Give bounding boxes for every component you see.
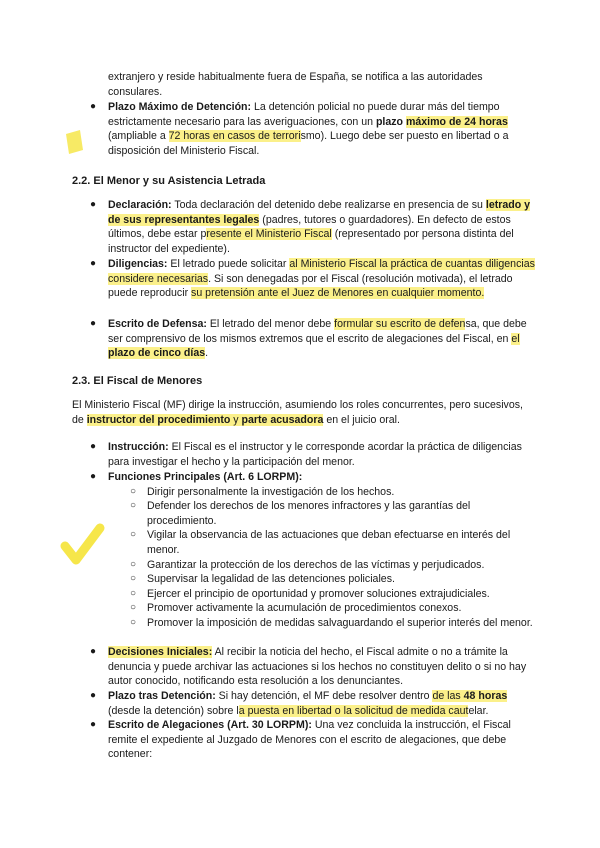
text: (ampliable a [108,130,169,143]
text: Toda declaración del detenido debe realizarse en presencia de su [171,199,486,211]
funcion-item: Garantizar la protección de los derechos de las víctimas y perjudicados. [147,558,485,571]
text: (padres, tutores o guardadores). En defecto de estos últimos, debe estar p [108,213,511,241]
text: (representado por persona distinta del instructor del expediente). [108,228,514,255]
bullet: ● [90,199,97,210]
highlight: máximo de 24 horas [405,115,508,128]
alegaciones-label: Escrito de Alegaciones (Art. 30 LORPM): [108,719,312,731]
sub-bullet: ○ [130,529,137,541]
highlight: al Ministerio Fiscal la práctica de cuantas diligencias considere necesarias [108,258,535,285]
instruccion-item [0,440,600,469]
text: (desde la detención) sobre l [108,704,239,717]
declaracion-label: Declaración: [108,199,172,211]
section-2-2-title: 2.2. El Menor y su Asistencia Letrada [72,175,266,187]
sub-bullet: ○ [130,558,137,570]
fiscal-intro-paragraph [72,398,534,427]
highlight: instructor del procedimiento [86,413,231,426]
text: Si hay detención, el MF debe resolver dentro [215,690,433,702]
funcion-item: Defender los derechos de los menores infractores y las garantías del procedimiento. [147,500,471,527]
decisiones-item [0,645,600,689]
text: La detención policial no puede durar más del tiempo estrictamente necesario para las averiguaciones, con un [108,101,500,128]
text-bold: plazo [375,115,406,128]
text: en el juicio oral. [323,413,400,426]
funcion-item: Promover la imposición de medidas salvaguardando el superior interés del menor. [147,616,533,629]
alegaciones-item [0,718,600,762]
highlight: su pretensión ante el Juez de Menores en cualquier momento. [191,287,485,300]
text: El Fiscal es el instructor y le corresponde acordar la práctica de diligencias para investigar el hecho y la participación del menor. [108,441,522,468]
text: smo). Luego debe ser puesto en libertad o a disposición del Ministerio Fiscal. [108,130,509,157]
highlight: parte acusadora [241,413,324,426]
sub-bullet: ○ [130,500,137,512]
highlight: a puesta en libertad o la solicitud de medida caut [238,704,469,717]
intro-continuation: extranjero y reside habitualmente fuera de España, se notifica a las autoridades consulares. [108,71,483,98]
diligencias-label: Diligencias: [108,258,168,270]
bullet: ● [90,646,97,657]
funcion-item: Supervisar la legalidad de las detenciones policiales. [147,573,395,586]
sub-bullet: ○ [130,573,137,585]
funcion-item: Promover activamente la acumulación de procedimientos conexos. [147,602,462,615]
bullet: ● [90,690,97,701]
text: El Ministerio Fiscal (MF) dirige la instrucción, asumiendo los roles concurrentes, pero sucesivos, de [72,399,523,426]
highlight: resente el Ministerio Fiscal [206,228,332,241]
sub-bullet: ○ [130,485,137,497]
plazo-tras-item [0,689,600,718]
bullet: ● [90,101,97,112]
plazo-tras-label: Plazo tras Detención: [108,690,216,702]
text: sa, que debe ser comprensivo de los mismos extremos que el escrito de alegaciones del Fiscal, en [108,318,527,345]
escrito-defensa-item [0,317,600,361]
sub-bullet: ○ [130,602,137,614]
highlight: letrado y de sus representantes legales [108,199,531,226]
sub-bullet: ○ [130,616,137,628]
instruccion-label: Instrucción: [108,441,169,453]
text: Una vez concluida la instrucción, el Fiscal remite el expediente al Juzgado de Menores con el escrito de alegaciones, que debe contener: [108,719,511,761]
plazo-maximo-label: Plazo Máximo de Detención: [108,101,252,113]
bullet: ● [90,441,97,452]
escrito-defensa-label: Escrito de Defensa: [108,318,207,330]
highlight: el [511,332,520,345]
text: elar. [468,704,489,717]
funcion-item: Vigilar la observancia de las actuaciones que deban efectuarse en interés del menor. [147,529,511,556]
text: El letrado puede solicitar [167,258,290,270]
text: El letrado del menor debe [206,318,335,330]
sub-bullet: ○ [130,587,137,599]
decisiones-label: Decisiones Iniciales: [108,646,213,658]
section-2-3-title: 2.3. El Fiscal de Menores [72,375,203,387]
bullet: ● [90,318,97,329]
text: Al recibir la noticia del hecho, el Fiscal admite o no a trámite la denuncia y puede archivar las actuaciones si los hechos no constituyen delito o si no hay autor conocido, notificando esta resolución a los denunciantes. [108,646,527,688]
highlight: formular su escrito de defen [334,318,466,330]
text: . [205,347,209,360]
funciones-label: Funciones Principales (Art. 6 LORPM): [108,471,303,483]
bullet: ● [90,719,97,730]
funcion-item: Dirigir personalmente la investigación de los hechos. [147,485,395,498]
text: . Si son denegadas por el Fiscal (resolución motivada), el letrado puede reproducir [108,272,513,300]
plazo-maximo-item [0,100,600,158]
funcion-item: Ejercer el principio de oportunidad y promover soluciones extrajudiciales. [147,587,490,600]
bullet: ● [90,258,97,269]
highlight: y [230,413,242,426]
checkmark-icon [60,522,106,570]
intro-continuation-block [0,70,600,99]
highlight: de las [432,690,464,702]
diligencias-item [0,257,600,301]
highlight: 72 horas en casos de terrori [168,130,301,143]
declaracion-item [0,198,600,256]
bullet: ● [90,471,97,482]
highlighter-mark-icon [62,128,86,156]
highlight: plazo de cinco días [108,347,206,360]
highlight: 48 horas [463,690,508,702]
